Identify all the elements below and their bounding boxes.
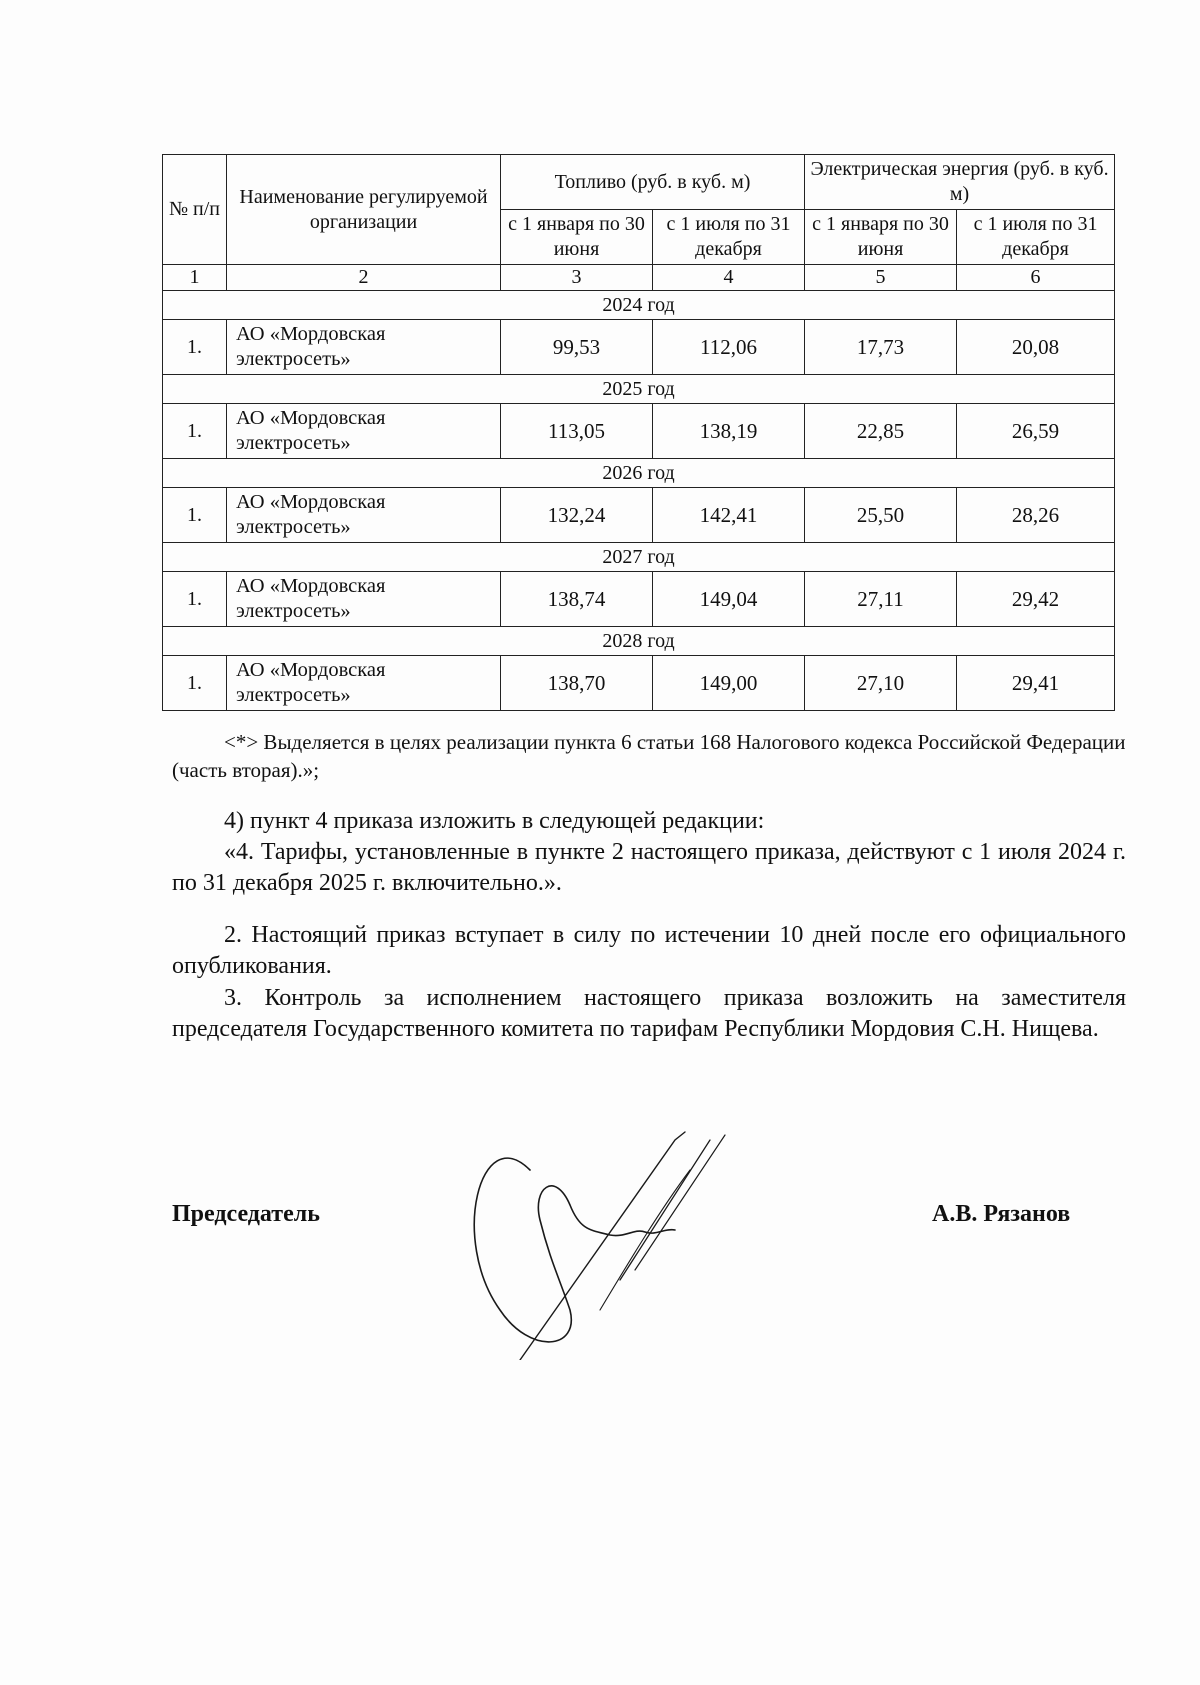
paragraph-amend-item: 4) пункт 4 приказа изложить в следующей редакции: <box>224 808 765 834</box>
year-row <box>163 543 1115 572</box>
year-label: 2027 год <box>163 543 1115 572</box>
column-number-row <box>163 265 1115 291</box>
energy-h1: 27,11 <box>805 572 957 627</box>
org-name: АО «Мордовская электросеть» <box>227 656 501 711</box>
fuel-h1: 113,05 <box>501 404 653 459</box>
energy-h1: 27,10 <box>805 656 957 711</box>
energy-h2: 29,42 <box>957 572 1115 627</box>
fuel-h2: 142,41 <box>653 488 805 543</box>
header-period-fuel-2: с 1 июля по 31 декабря <box>653 210 805 265</box>
energy-h1: 22,85 <box>805 404 957 459</box>
table-row <box>163 404 1115 459</box>
energy-h2: 20,08 <box>957 320 1115 375</box>
col-number: 4 <box>653 265 805 291</box>
col-number: 5 <box>805 265 957 291</box>
org-name: АО «Мордовская электросеть» <box>227 320 501 375</box>
fuel-h1: 99,53 <box>501 320 653 375</box>
header-num: № п/п <box>163 155 227 265</box>
year-label: 2028 год <box>163 627 1115 656</box>
header-fuel: Топливо (руб. в куб. м) <box>501 155 805 210</box>
year-label: 2024 год <box>163 291 1115 320</box>
fuel-h1: 138,74 <box>501 572 653 627</box>
header-period-energy-2: с 1 июля по 31 декабря <box>957 210 1115 265</box>
col-number: 6 <box>957 265 1115 291</box>
footnote: <*> Выделяется в целях реализации пункта 6 статьи 168 Налогового кодекса Российской Федерации (часть вторая).»; <box>172 730 1126 782</box>
header-org: Наименование регулируемой организации <box>227 155 501 265</box>
table-row <box>163 656 1115 711</box>
row-num: 1. <box>163 656 227 711</box>
header-energy: Электрическая энергия (руб. в куб. м) <box>805 155 1115 210</box>
energy-h2: 28,26 <box>957 488 1115 543</box>
energy-h1: 25,50 <box>805 488 957 543</box>
row-num: 1. <box>163 320 227 375</box>
org-name: АО «Мордовская электросеть» <box>227 488 501 543</box>
year-label: 2026 год <box>163 459 1115 488</box>
fuel-h2: 149,04 <box>653 572 805 627</box>
col-number: 2 <box>227 265 501 291</box>
table-header-row <box>163 155 1115 210</box>
energy-h2: 29,41 <box>957 656 1115 711</box>
col-number: 3 <box>501 265 653 291</box>
paragraph-effective-date: 2. Настоящий приказ вступает в силу по истечении 10 дней после его официального опубликования. <box>172 922 1126 979</box>
year-row <box>163 459 1115 488</box>
energy-h1: 17,73 <box>805 320 957 375</box>
fuel-h1: 138,70 <box>501 656 653 711</box>
fuel-h2: 149,00 <box>653 656 805 711</box>
row-num: 1. <box>163 572 227 627</box>
fuel-h1: 132,24 <box>501 488 653 543</box>
row-num: 1. <box>163 488 227 543</box>
paragraph-item-4: «4. Тарифы, установленные в пункте 2 настоящего приказа, действуют с 1 июля 2024 г. по 31 декабря 2025 г. включительно.». <box>172 839 1126 896</box>
energy-h2: 26,59 <box>957 404 1115 459</box>
fuel-h2: 112,06 <box>653 320 805 375</box>
tariff-table <box>162 154 1115 711</box>
table-row <box>163 572 1115 627</box>
year-row <box>163 375 1115 404</box>
row-num: 1. <box>163 404 227 459</box>
year-row <box>163 627 1115 656</box>
signatory-name: А.В. Рязанов <box>932 1201 1071 1227</box>
year-label: 2025 год <box>163 375 1115 404</box>
table-row <box>163 488 1115 543</box>
header-period-energy-1: с 1 января по 30 июня <box>805 210 957 265</box>
year-row <box>163 291 1115 320</box>
signature-image <box>460 1110 800 1360</box>
signatory-role: Председатель <box>172 1201 320 1227</box>
fuel-h2: 138,19 <box>653 404 805 459</box>
org-name: АО «Мордовская электросеть» <box>227 404 501 459</box>
org-name: АО «Мордовская электросеть» <box>227 572 501 627</box>
paragraph-control: 3. Контроль за исполнением настоящего приказа возложить на заместителя председателя Государственного комитета по тарифам Республики Мордовия С.Н. Нищева. <box>172 985 1126 1042</box>
col-number: 1 <box>163 265 227 291</box>
header-period-fuel-1: с 1 января по 30 июня <box>501 210 653 265</box>
table-row <box>163 320 1115 375</box>
